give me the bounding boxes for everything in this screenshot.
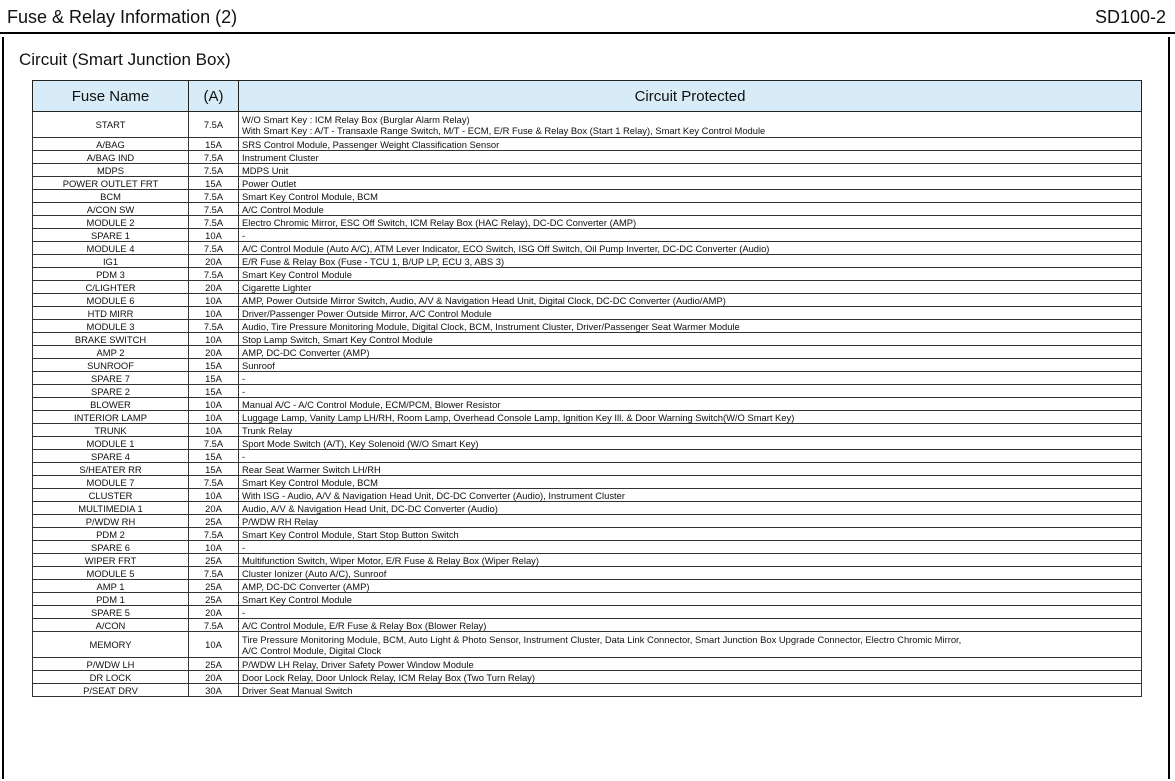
fuse-name-cell: AMP 2	[33, 346, 189, 359]
circuit-protected-cell	[239, 398, 1142, 411]
amperage-cell: 7.5A	[189, 151, 239, 164]
fuse-name-cell: MODULE 2	[33, 216, 189, 229]
table-row	[33, 541, 1142, 554]
circuit-protected-cell	[239, 268, 1142, 281]
amperage-cell: 7.5A	[189, 216, 239, 229]
column-header-fuse-name: Fuse Name	[33, 81, 189, 112]
circuit-line: With ISG - Audio, A/V & Navigation Head Unit, DC-DC Converter (Audio), Instrument Cluster	[242, 489, 625, 501]
fuse-name-cell: SPARE 6	[33, 541, 189, 554]
amperage-cell: 7.5A	[189, 320, 239, 333]
fuse-name-cell: P/WDW RH	[33, 515, 189, 528]
amperage-cell: 25A	[189, 658, 239, 671]
circuit-line: Power Outlet	[242, 177, 297, 189]
circuit-line: P/WDW RH Relay	[242, 515, 319, 527]
column-header-circuit-protected: Circuit Protected	[239, 81, 1142, 112]
amperage-cell: 15A	[189, 138, 239, 151]
circuit-line: SRS Control Module, Passenger Weight Classification Sensor	[242, 138, 500, 150]
table-row	[33, 398, 1142, 411]
circuit-line: -	[242, 372, 246, 384]
table-row	[33, 476, 1142, 489]
amperage-cell: 25A	[189, 580, 239, 593]
circuit-protected-cell	[239, 671, 1142, 684]
fuse-name-cell: A/BAG	[33, 138, 189, 151]
table-row	[33, 554, 1142, 567]
fuse-name-cell: A/BAG IND	[33, 151, 189, 164]
table-row	[33, 372, 1142, 385]
circuit-protected-cell	[239, 346, 1142, 359]
fuse-name-cell: START	[33, 112, 189, 138]
table-row	[33, 216, 1142, 229]
table-row	[33, 671, 1142, 684]
table-row	[33, 112, 1142, 138]
circuit-line: Manual A/C - A/C Control Module, ECM/PCM, Blower Resistor	[242, 398, 501, 410]
table-row	[33, 593, 1142, 606]
circuit-line: AMP, Power Outside Mirror Switch, Audio, A/V & Navigation Head Unit, Digital Clock, DC-DC Converter (Audio/AMP)	[242, 294, 726, 306]
circuit-line: A/C Control Module, E/R Fuse & Relay Box (Blower Relay)	[242, 619, 487, 631]
fuse-name-cell: MODULE 3	[33, 320, 189, 333]
amperage-cell: 7.5A	[189, 190, 239, 203]
table-row	[33, 229, 1142, 242]
fuse-name-cell: SPARE 7	[33, 372, 189, 385]
amperage-cell: 10A	[189, 411, 239, 424]
fuse-name-cell: SPARE 1	[33, 229, 189, 242]
table-row	[33, 528, 1142, 541]
circuit-protected-cell	[239, 489, 1142, 502]
circuit-line: Luggage Lamp, Vanity Lamp LH/RH, Room Lamp, Overhead Console Lamp, Ignition Key Ill. & Door Warning Switch(W/O Smart Key)	[242, 411, 795, 423]
circuit-protected-cell	[239, 138, 1142, 151]
fuse-name-cell: A/CON	[33, 619, 189, 632]
table-row	[33, 346, 1142, 359]
amperage-cell: 7.5A	[189, 268, 239, 281]
amperage-cell: 15A	[189, 463, 239, 476]
amperage-cell: 20A	[189, 255, 239, 268]
table-row	[33, 489, 1142, 502]
fuse-name-cell: SPARE 2	[33, 385, 189, 398]
amperage-cell: 10A	[189, 424, 239, 437]
circuit-line: Stop Lamp Switch, Smart Key Control Module	[242, 333, 433, 345]
fuse-name-cell: MODULE 6	[33, 294, 189, 307]
fuse-name-cell: S/HEATER RR	[33, 463, 189, 476]
circuit-line: AMP, DC-DC Converter (AMP)	[242, 346, 370, 358]
section-title: Circuit (Smart Junction Box)	[19, 50, 231, 69]
circuit-line: Audio, A/V & Navigation Head Unit, DC-DC Converter (Audio)	[242, 502, 498, 514]
amperage-cell: 10A	[189, 294, 239, 307]
page-code: SD100-2	[1094, 7, 1166, 27]
table-row	[33, 411, 1142, 424]
circuit-protected-cell	[239, 515, 1142, 528]
fuse-name-cell: A/CON SW	[33, 203, 189, 216]
circuit-protected-cell	[239, 372, 1142, 385]
amperage-cell: 10A	[189, 333, 239, 346]
circuit-line: Smart Key Control Module, BCM	[242, 190, 378, 202]
table-row	[33, 450, 1142, 463]
fuse-name-cell: INTERIOR LAMP	[33, 411, 189, 424]
fuse-name-cell: MDPS	[33, 164, 189, 177]
page-title: Fuse & Relay Information (2)	[7, 7, 238, 27]
fuse-name-cell: DR LOCK	[33, 671, 189, 684]
circuit-protected-cell	[239, 593, 1142, 606]
circuit-protected-cell	[239, 502, 1142, 515]
circuit-protected-cell	[239, 541, 1142, 554]
circuit-line: A/C Control Module (Auto A/C), ATM Lever Indicator, ECO Switch, ISG Off Switch, Oil Pump Inverter, DC-DC Converter (Audio)	[242, 242, 770, 254]
table-row	[33, 385, 1142, 398]
circuit-line: Door Lock Relay, Door Unlock Relay, ICM Relay Box (Two Turn Relay)	[242, 671, 535, 683]
fuse-name-cell: C/LIGHTER	[33, 281, 189, 294]
amperage-cell: 10A	[189, 398, 239, 411]
fuse-name-cell: SUNROOF	[33, 359, 189, 372]
table-row	[33, 138, 1142, 151]
circuit-line: Sunroof	[242, 359, 275, 371]
fuse-name-cell: PDM 2	[33, 528, 189, 541]
table-row	[33, 151, 1142, 164]
circuit-protected-cell	[239, 437, 1142, 450]
fuse-name-cell: IG1	[33, 255, 189, 268]
amperage-cell: 10A	[189, 541, 239, 554]
fuse-name-cell: BCM	[33, 190, 189, 203]
amperage-cell: 20A	[189, 346, 239, 359]
circuit-line: -	[242, 229, 246, 241]
circuit-line: Cluster Ionizer (Auto A/C), Sunroof	[242, 567, 387, 579]
circuit-protected-cell	[239, 294, 1142, 307]
table-row	[33, 502, 1142, 515]
circuit-protected-cell	[239, 463, 1142, 476]
fuse-name-cell: MEMORY	[33, 632, 189, 658]
circuit-line: -	[242, 385, 246, 397]
fuse-name-cell: P/WDW LH	[33, 658, 189, 671]
fuse-name-cell: PDM 1	[33, 593, 189, 606]
circuit-line: Sport Mode Switch (A/T), Key Solenoid (W/O Smart Key)	[242, 437, 479, 449]
circuit-protected-cell	[239, 606, 1142, 619]
amperage-cell: 7.5A	[189, 437, 239, 450]
circuit-line: Smart Key Control Module	[242, 593, 352, 605]
table-row	[33, 567, 1142, 580]
circuit-line: Cigarette Lighter	[242, 281, 312, 293]
circuit-line: Electro Chromic Mirror, ESC Off Switch, ICM Relay Box (HAC Relay), DC-DC Converter (AMP)	[242, 216, 637, 228]
amperage-cell: 15A	[189, 385, 239, 398]
table-header-row	[33, 81, 1142, 112]
circuit-line: Driver Seat Manual Switch	[242, 684, 353, 696]
table-row	[33, 515, 1142, 528]
circuit-line: AMP, DC-DC Converter (AMP)	[242, 580, 370, 592]
amperage-cell: 7.5A	[189, 619, 239, 632]
circuit-protected-cell	[239, 203, 1142, 216]
circuit-protected-cell	[239, 632, 1142, 658]
circuit-line: -	[242, 450, 246, 462]
circuit-protected-cell	[239, 177, 1142, 190]
circuit-line: Multifunction Switch, Wiper Motor, E/R Fuse & Relay Box (Wiper Relay)	[242, 554, 539, 566]
fuse-name-cell: MULTIMEDIA 1	[33, 502, 189, 515]
table-row	[33, 424, 1142, 437]
circuit-protected-cell	[239, 307, 1142, 320]
table-row	[33, 164, 1142, 177]
amperage-cell: 10A	[189, 632, 239, 658]
fuse-name-cell: TRUNK	[33, 424, 189, 437]
table-row	[33, 190, 1142, 203]
circuit-line: -	[242, 606, 246, 618]
circuit-line: -	[242, 541, 246, 553]
amperage-cell: 25A	[189, 554, 239, 567]
table-row	[33, 580, 1142, 593]
fuse-name-cell: P/SEAT DRV	[33, 684, 189, 697]
fuse-table	[32, 80, 1142, 697]
amperage-cell: 15A	[189, 359, 239, 372]
fuse-name-cell: MODULE 7	[33, 476, 189, 489]
table-row	[33, 242, 1142, 255]
circuit-line: W/O Smart Key : ICM Relay Box (Burglar Alarm Relay)	[242, 113, 470, 125]
circuit-line: Smart Key Control Module	[242, 268, 352, 280]
circuit-protected-cell	[239, 333, 1142, 346]
fuse-name-cell: SPARE 4	[33, 450, 189, 463]
table-row	[33, 606, 1142, 619]
table-row	[33, 437, 1142, 450]
table-row	[33, 359, 1142, 372]
amperage-cell: 25A	[189, 593, 239, 606]
table-row	[33, 632, 1142, 658]
circuit-protected-cell	[239, 450, 1142, 463]
circuit-protected-cell	[239, 528, 1142, 541]
circuit-line: With Smart Key : A/T - Transaxle Range Switch, M/T - ECM, E/R Fuse & Relay Box (Start 1 Relay), Smart Key Control Module	[242, 124, 766, 136]
amperage-cell: 10A	[189, 229, 239, 242]
fuse-name-cell: MODULE 1	[33, 437, 189, 450]
circuit-protected-cell	[239, 216, 1142, 229]
table-row	[33, 333, 1142, 346]
amperage-cell: 7.5A	[189, 476, 239, 489]
amperage-cell: 15A	[189, 450, 239, 463]
circuit-protected-cell	[239, 658, 1142, 671]
circuit-line: Driver/Passenger Power Outside Mirror, A/C Control Module	[242, 307, 492, 319]
amperage-cell: 20A	[189, 671, 239, 684]
amperage-cell: 20A	[189, 502, 239, 515]
circuit-line: Smart Key Control Module, Start Stop Button Switch	[242, 528, 459, 540]
fuse-name-cell: PDM 3	[33, 268, 189, 281]
circuit-protected-cell	[239, 281, 1142, 294]
table-row	[33, 255, 1142, 268]
amperage-cell: 7.5A	[189, 242, 239, 255]
amperage-cell: 10A	[189, 489, 239, 502]
circuit-protected-cell	[239, 112, 1142, 138]
fuse-name-cell: MODULE 5	[33, 567, 189, 580]
amperage-cell: 10A	[189, 307, 239, 320]
amperage-cell: 15A	[189, 372, 239, 385]
circuit-line: Audio, Tire Pressure Monitoring Module, Digital Clock, BCM, Instrument Cluster, Driver/Passenger Seat Warmer Module	[242, 320, 740, 332]
circuit-protected-cell	[239, 359, 1142, 372]
circuit-protected-cell	[239, 424, 1142, 437]
fuse-name-cell: SPARE 5	[33, 606, 189, 619]
amperage-cell: 30A	[189, 684, 239, 697]
amperage-cell: 20A	[189, 606, 239, 619]
circuit-protected-cell	[239, 411, 1142, 424]
circuit-line: MDPS Unit	[242, 164, 289, 176]
circuit-protected-cell	[239, 619, 1142, 632]
circuit-protected-cell	[239, 567, 1142, 580]
table-row	[33, 658, 1142, 671]
circuit-line: A/C Control Module, Digital Clock	[242, 644, 382, 656]
circuit-protected-cell	[239, 255, 1142, 268]
circuit-protected-cell	[239, 580, 1142, 593]
table-row	[33, 684, 1142, 697]
fuse-name-cell: POWER OUTLET FRT	[33, 177, 189, 190]
circuit-line: Rear Seat Warmer Switch LH/RH	[242, 463, 381, 475]
table-row	[33, 203, 1142, 216]
fuse-name-cell: MODULE 4	[33, 242, 189, 255]
table-row	[33, 463, 1142, 476]
amperage-cell: 20A	[189, 281, 239, 294]
amperage-cell: 7.5A	[189, 203, 239, 216]
amperage-cell: 7.5A	[189, 528, 239, 541]
circuit-protected-cell	[239, 385, 1142, 398]
circuit-protected-cell	[239, 190, 1142, 203]
amperage-cell: 25A	[189, 515, 239, 528]
fuse-name-cell: CLUSTER	[33, 489, 189, 502]
circuit-line: A/C Control Module	[242, 203, 324, 215]
page-header	[0, 0, 1175, 34]
circuit-line: Smart Key Control Module, BCM	[242, 476, 378, 488]
circuit-protected-cell	[239, 476, 1142, 489]
fuse-name-cell: AMP 1	[33, 580, 189, 593]
circuit-line: Trunk Relay	[242, 424, 293, 436]
table-row	[33, 281, 1142, 294]
amperage-cell: 15A	[189, 177, 239, 190]
table-row	[33, 320, 1142, 333]
circuit-line: P/WDW LH Relay, Driver Safety Power Window Module	[242, 658, 474, 670]
amperage-cell: 7.5A	[189, 112, 239, 138]
circuit-protected-cell	[239, 242, 1142, 255]
fuse-name-cell: BRAKE SWITCH	[33, 333, 189, 346]
circuit-protected-cell	[239, 164, 1142, 177]
table-row	[33, 294, 1142, 307]
circuit-protected-cell	[239, 320, 1142, 333]
fuse-name-cell: HTD MIRR	[33, 307, 189, 320]
circuit-protected-cell	[239, 684, 1142, 697]
table-row	[33, 307, 1142, 320]
table-body	[33, 112, 1142, 697]
circuit-line: E/R Fuse & Relay Box (Fuse - TCU 1, B/UP LP, ECU 3, ABS 3)	[242, 255, 505, 267]
amperage-cell: 7.5A	[189, 567, 239, 580]
fuse-name-cell: BLOWER	[33, 398, 189, 411]
circuit-line: Instrument Cluster	[242, 151, 319, 163]
fuse-name-cell: WIPER FRT	[33, 554, 189, 567]
column-header-amperage: (A)	[189, 81, 239, 112]
circuit-protected-cell	[239, 554, 1142, 567]
table-row	[33, 619, 1142, 632]
circuit-line: Tire Pressure Monitoring Module, BCM, Auto Light & Photo Sensor, Instrument Cluster, Data Link Connector, Smart Junction Box Upgrade Connector, Electro Chromic Mirror,	[242, 633, 962, 645]
circuit-protected-cell	[239, 229, 1142, 242]
amperage-cell: 7.5A	[189, 164, 239, 177]
table-row	[33, 268, 1142, 281]
circuit-protected-cell	[239, 151, 1142, 164]
table-row	[33, 177, 1142, 190]
